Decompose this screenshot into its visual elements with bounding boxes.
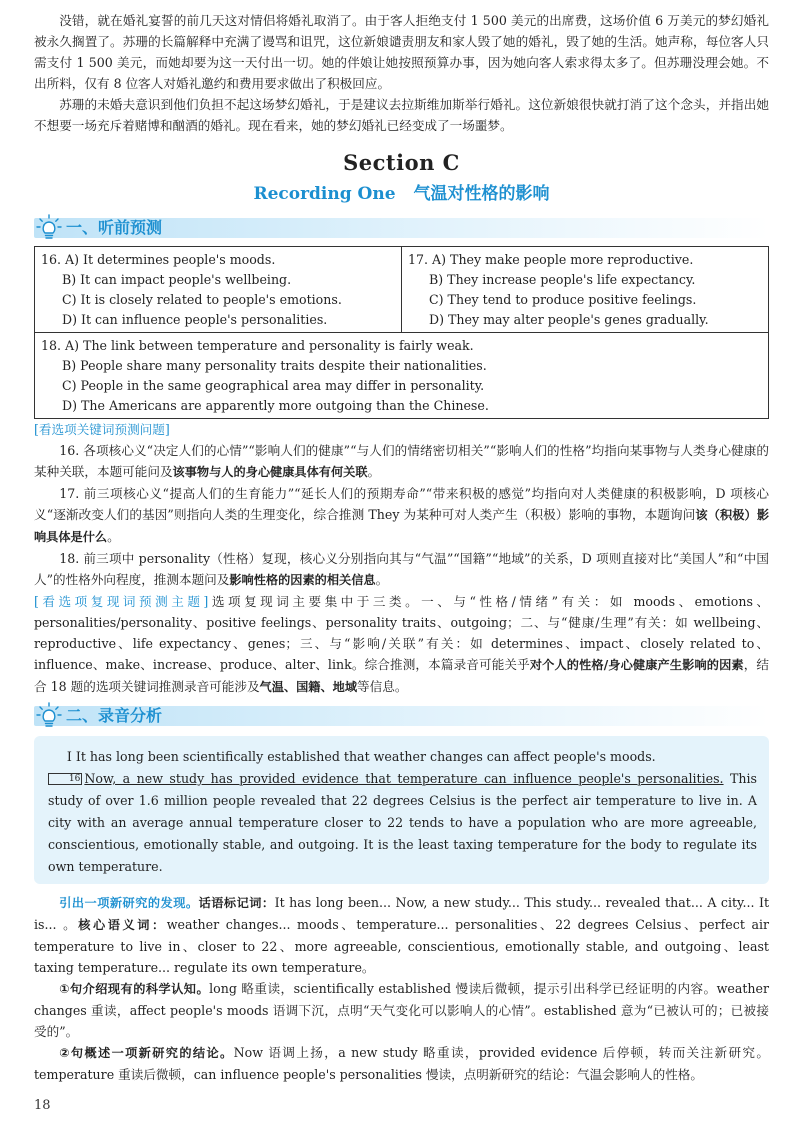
topic-emphasis-2: 气温、国籍、地域 bbox=[259, 680, 358, 694]
topic-end: 等信息。 bbox=[357, 679, 408, 694]
q16-option-a: 16. A) It determines people's moods. bbox=[41, 252, 276, 267]
q16-option-b: B) It can impact people's wellbeing. bbox=[62, 272, 292, 287]
transcript-rest: This study of over 1.6 million people revealed that 22 degrees Celsius is the perfect air temperature to live in. A city with an average annual temperature closer to 22 tends to have a population who are more agreeable, conscientious, emotionally stable, and outgoing. It is the least taxing temperature for the body to regulate its own temperature. bbox=[48, 771, 757, 874]
analysis-16-text: 16. 各项核心义“决定人们的心情”“影响人们的健康”“与人们的情绪密切相关”“影响人们的性格”均指向某事物与人类身心健康的某种关联，本题可能问及 bbox=[34, 443, 769, 479]
q17-option-a: 17. A) They make people more reproductive. bbox=[408, 252, 694, 267]
note-2-text: Now 语调上扬，a new study 略重读，provided evidence 后停顿，转而关注新研究。temperature 重读后微顿，can influence people's personalities 慢读，点明新研究的结论：气温会影响人的性格。 bbox=[34, 1045, 769, 1082]
core-text: weather changes... moods、temperature... personalities、22 degrees Celsius、perfect air temperature to live in、closer to 22、more agreeable, conscientious, emotionally stable, and outgoing、least taxing temperature... regulate its own temperature。 bbox=[34, 917, 770, 975]
question-17 bbox=[402, 247, 769, 333]
recording-title-cn: 气温对性格的影响 bbox=[413, 184, 550, 204]
topic-text: 选项复现词主要集中于三类。一、与“性格/情绪”有关：如 moods、emotions、personalities/personality、positive feelings、personality traits、outgoing；二、与“健康/生理”有关：如 wellbeing、reproductive、life expectancy、genes；三、与“影响/关联”有关：如 determines、impact、closely related to、influence、make、increase、produce、alter、link。综合推测，本篇录音可能关乎 bbox=[34, 594, 770, 672]
analysis-17-end: 。 bbox=[107, 529, 120, 544]
analysis-16-end: 。 bbox=[367, 464, 381, 479]
note-2-label: ②句概述一项新研究的结论。 bbox=[59, 1046, 234, 1060]
analysis-17 bbox=[34, 483, 769, 548]
notes-summary bbox=[34, 892, 769, 978]
analysis-18-text: 18. 前三项中 personality（性格）复现，核心义分别指向其与“气温”“国籍”“地域”的关系，D 项则直接对比“美国人”和“中国人”的性格外向程度，推测本题问及 bbox=[34, 551, 769, 587]
section-title: Section C bbox=[343, 150, 460, 175]
analysis-17-emphasis: 该（积极）影响具体是什么 bbox=[34, 508, 770, 544]
core-label: 核心语义词： bbox=[78, 918, 167, 932]
transcript-sentence-1: Ⅰ It has long been scientifically established that weather changes can affect people's moods. bbox=[66, 749, 656, 764]
bracket-topic: [看选项复现词预测主题] bbox=[34, 594, 209, 609]
transcript-box bbox=[34, 736, 769, 884]
transcript-paragraph bbox=[48, 746, 757, 878]
q18-option-b: B) People share many personality traits despite their nationalities. bbox=[62, 358, 487, 373]
note-2 bbox=[34, 1042, 769, 1085]
question-table bbox=[34, 246, 769, 419]
note-1-label: ①句介绍现有的科学认知。 bbox=[59, 982, 210, 996]
q17-option-c: C) They tend to produce positive feelings. bbox=[429, 292, 697, 307]
analysis-18-emphasis: 影响性格的因素的相关信息 bbox=[229, 573, 376, 587]
q17-option-d: D) They may alter people's genes gradually. bbox=[429, 312, 709, 327]
q16-option-c: C) It is closely related to people's emotions. bbox=[62, 292, 342, 307]
q16-option-d: D) It can influence people's personalities. bbox=[62, 312, 328, 327]
analysis-18-end: 。 bbox=[375, 572, 389, 587]
note-1-text: long 略重读，scientifically established 慢读后微顿，提示引出科学已经证明的内容。weather changes 重读，affect people's moods 语调下沉，点明“天气变化可以影响人的心情”。established 意为“已被认可的；已被接受的”。 bbox=[34, 981, 769, 1039]
lightbulb-icon bbox=[36, 214, 62, 242]
notes-lead: 引出一项新研究的发现。 bbox=[59, 896, 199, 910]
transcript-sentence-2: Now, a new study has provided evidence that temperature can influence people's personalities. bbox=[84, 771, 724, 786]
section-heading-analysis bbox=[34, 702, 769, 730]
bracket-keywords: [看选项关键词预测问题] bbox=[34, 422, 170, 437]
question-tag-16: 16 bbox=[48, 773, 82, 785]
lightbulb-icon bbox=[36, 702, 62, 730]
question-18 bbox=[35, 333, 769, 419]
recording-title-en: Recording One bbox=[253, 184, 396, 204]
recording-title bbox=[34, 179, 769, 204]
topic-mid: ，结合 18 题的选项关键词推测录音可能涉及 bbox=[34, 657, 770, 694]
q18-option-c: C) People in the same geographical area may differ in personality. bbox=[62, 378, 485, 393]
intro-paragraph-2: 苏珊的未婚夫意识到他们负担不起这场梦幻婚礼，于是建议去拉斯维加斯举行婚礼。这位新娘很快就打消了这个念头，并指出她不想要一场充斥着赌博和酗酒的婚礼。现在看来，她的梦幻婚礼已经变成了一场噩梦。 bbox=[34, 97, 769, 133]
analysis-18 bbox=[34, 548, 769, 591]
page bbox=[34, 10, 769, 1085]
section-heading-prediction bbox=[34, 214, 769, 242]
marker-label: 话语标记词： bbox=[198, 896, 275, 910]
page-number: 18 bbox=[34, 1098, 51, 1113]
heading-title: 一、听前预测 bbox=[66, 218, 163, 237]
q18-option-d: D) The Americans are apparently more outgoing than the Chinese. bbox=[62, 398, 489, 413]
analysis-16-emphasis: 该事物与人的身心健康具体有何关联 bbox=[172, 465, 368, 479]
topic-emphasis-1: 对个人的性格/身心健康产生影响的因素 bbox=[529, 658, 744, 672]
q18-option-a: 18. A) The link between temperature and personality is fairly weak. bbox=[41, 338, 474, 353]
heading-title: 二、录音分析 bbox=[66, 706, 163, 725]
analysis-topic bbox=[34, 591, 769, 698]
question-16 bbox=[35, 247, 402, 333]
analysis-16 bbox=[34, 440, 769, 483]
note-1 bbox=[34, 978, 769, 1042]
marker-text: It has long been... Now, a new study... This study... revealed that... A city... It is... 。 bbox=[34, 895, 770, 932]
intro-paragraph-1: 没错，就在婚礼宴誓的前几天这对情侣将婚礼取消了。由于客人拒绝支付 1 500 美元的出席费，这场价值 6 万美元的梦幻婚礼被永久搁置了。苏珊的长篇解释中充满了谩骂和诅咒，这位新娘谴责朋友和家人毁了她的婚礼，毁了她的生活。她声称，每位客人只需支付 1 500 美元，而她却要为这一天付出一切。她的伴娘让她按照预算办事，因为她向客人索求得太多了。但苏珊没理会她。不出所料，仅有 8 位客人对婚礼邀约和费用要求做出了积极回应。 bbox=[34, 13, 769, 91]
q17-option-b: B) They increase people's life expectancy. bbox=[429, 272, 696, 287]
analysis-17-text: 17. 前三项核心义“提高人们的生育能力”“延长人们的预期寿命”“带来积极的感觉”均指向对人类健康的积极影响，D 项核心义“逐渐改变人们的基因”则指向人类的生理变化，综合推测 They 为某种可对人类产生（积极）影响的事物，本题询问 bbox=[34, 486, 769, 522]
